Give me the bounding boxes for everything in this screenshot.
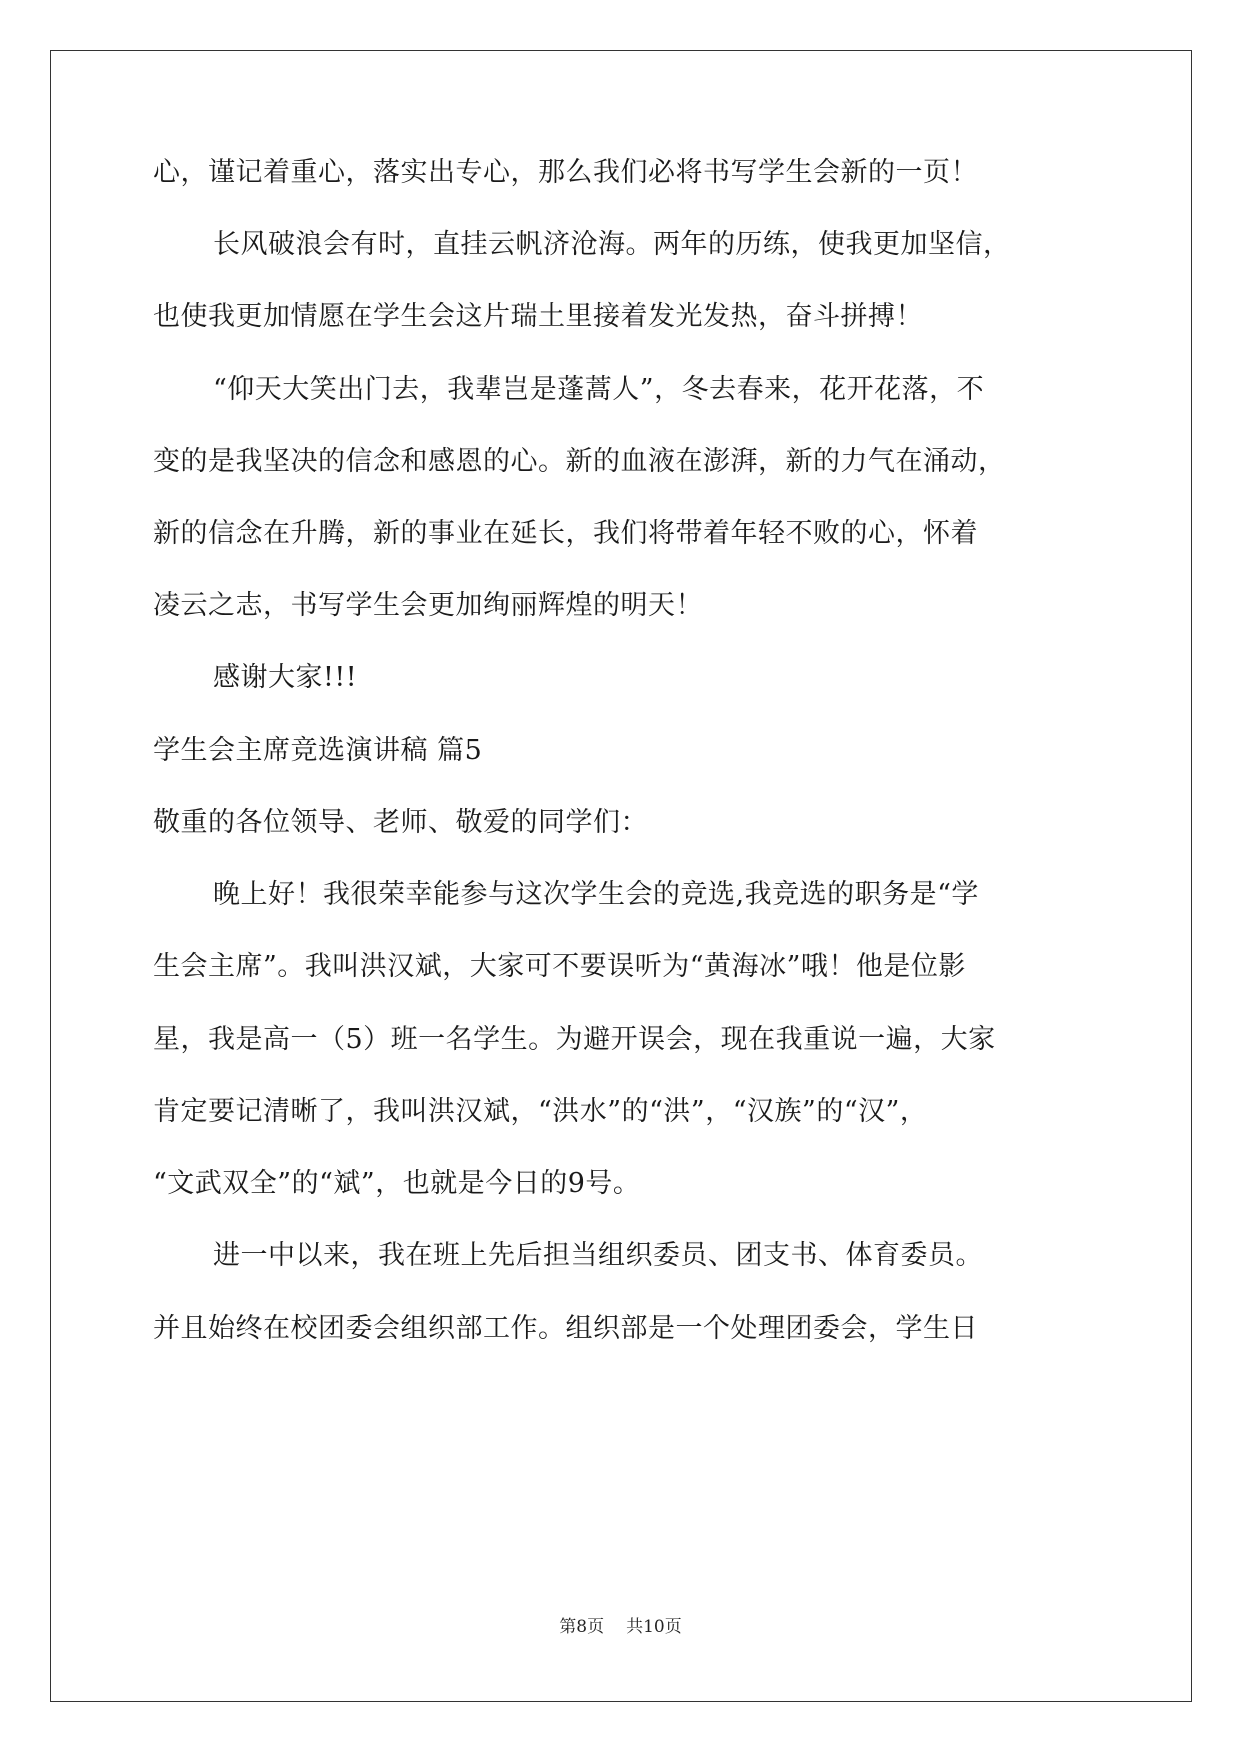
- page-total: 共10页: [626, 1617, 682, 1637]
- paragraph-line: 变的是我坚决的信念和感恩的心。新的血液在澎湃，新的力气在涌动，: [153, 446, 1006, 477]
- paragraph-line: 进一中以来，我在班上先后担当组织委员、团支书、体育委员。: [213, 1240, 983, 1271]
- salutation: 敬重的各位领导、老师、敬爱的同学们：: [153, 807, 648, 838]
- paragraph-line: 凌云之志，书写学生会更加绚丽辉煌的明天！: [153, 590, 703, 621]
- page-number: 第8页: [559, 1617, 605, 1637]
- paragraph-line: 生会主席”。我叫洪汉斌，大家可不要误听为“黄海冰”哦！他是位影: [153, 951, 966, 982]
- paragraph-line: 感谢大家!!!: [213, 662, 358, 693]
- paragraph-line: “文武双全”的“斌”，也就是今日的9号。: [153, 1168, 641, 1199]
- paragraph-line: 心，谨记着重心，落实出专心，那么我们必将书写学生会新的一页！: [153, 157, 978, 188]
- section-heading: 学生会主席竞选演讲稿 篇5: [153, 735, 483, 766]
- paragraph-line: 长风破浪会有时，直挂云帆济沧海。两年的历练，使我更加坚信，: [213, 229, 1011, 260]
- paragraph-line: 也使我更加情愿在学生会这片瑞土里接着发光发热，奋斗拼搏！: [153, 301, 923, 332]
- paragraph-line: 晚上好！我很荣幸能参与这次学生会的竞选,我竞选的职务是“学: [213, 879, 979, 910]
- paragraph-line: “仰天大笑出门去，我辈岂是蓬蒿人”，冬去春来，花开花落，不: [213, 374, 985, 405]
- paragraph-line: 星，我是高一（5）班一名学生。为避开误会，现在我重说一遍，大家: [153, 1024, 996, 1055]
- paragraph-line: 新的信念在升腾，新的事业在延长，我们将带着年轻不败的心，怀着: [153, 518, 978, 549]
- paragraph-line: 肯定要记清晰了，我叫洪汉斌，“洪水”的“洪”，“汉族”的“汉”，: [153, 1096, 928, 1127]
- paragraph-line: 并且始终在校团委会组织部工作。组织部是一个处理团委会，学生日: [153, 1313, 978, 1344]
- page-footer: [0, 1615, 1241, 1639]
